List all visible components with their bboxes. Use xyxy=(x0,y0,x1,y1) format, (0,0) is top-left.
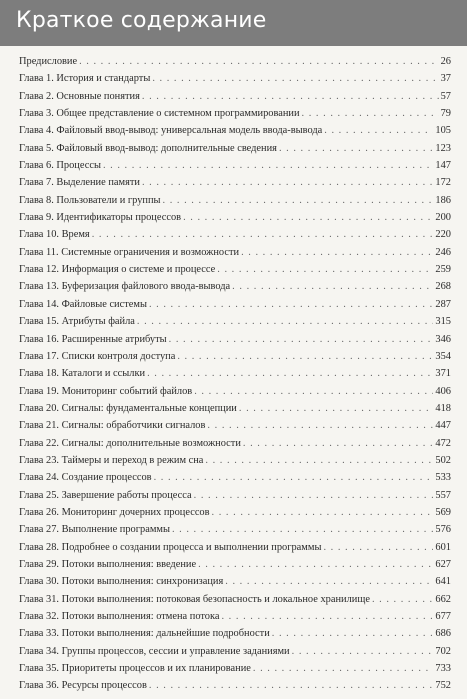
toc-entry[interactable] xyxy=(19,160,451,177)
toc-entry-title: Глава 18. Каталоги и ссылки xyxy=(19,368,146,380)
toc-entry-title: Глава 11. Системные ограничения и возможности xyxy=(19,246,240,258)
toc-entry[interactable] xyxy=(19,125,451,142)
toc-entry[interactable] xyxy=(19,438,451,455)
toc-entry[interactable] xyxy=(19,472,451,489)
toc-entry[interactable] xyxy=(19,559,451,576)
toc-entry[interactable] xyxy=(19,420,451,437)
toc-entry-title: Глава 15. Атрибуты файла xyxy=(19,316,135,328)
toc-entry-page-number: 105 xyxy=(435,125,451,137)
toc-entry-page-number: 406 xyxy=(435,385,451,397)
toc-entry-page-number: 447 xyxy=(435,420,451,432)
dot-leader xyxy=(302,108,439,119)
dot-leader xyxy=(172,524,433,535)
toc-entry[interactable] xyxy=(19,229,451,246)
dot-leader xyxy=(205,455,433,466)
toc-entry-page-number: 57 xyxy=(440,90,451,102)
toc-entry[interactable] xyxy=(19,507,451,524)
toc-entry-title: Глава 8. Пользователи и группы xyxy=(19,194,161,206)
toc-entry[interactable] xyxy=(19,646,451,663)
toc-entry[interactable] xyxy=(19,351,451,368)
toc-entry[interactable] xyxy=(19,247,451,264)
toc-entry-page-number: 26 xyxy=(440,56,451,67)
toc-entry[interactable] xyxy=(19,490,451,507)
toc-entry[interactable] xyxy=(19,143,451,160)
dot-leader xyxy=(163,195,434,206)
toc-entry-page-number: 641 xyxy=(435,576,451,588)
toc-entry[interactable] xyxy=(19,628,451,645)
toc-entry[interactable] xyxy=(19,56,451,73)
toc-entry[interactable] xyxy=(19,73,451,90)
toc-entry-title: Глава 17. Списки контроля доступа xyxy=(19,350,176,362)
toc-entry-page-number: 200 xyxy=(435,212,451,224)
toc-entry-page-number: 371 xyxy=(435,368,451,380)
dot-leader xyxy=(149,299,433,310)
toc-entry-page-number: 268 xyxy=(435,281,451,293)
toc-entry[interactable] xyxy=(19,281,451,298)
toc-entry-title: Глава 29. Потоки выполнения: введение xyxy=(19,558,197,570)
dot-leader xyxy=(142,177,433,188)
toc-entry[interactable] xyxy=(19,264,451,281)
toc-entry-page-number: 418 xyxy=(435,402,451,414)
toc-entry-page-number: 172 xyxy=(435,177,451,189)
dot-leader xyxy=(207,420,433,431)
toc-entry[interactable] xyxy=(19,334,451,351)
toc-entry-title: Глава 31. Потоки выполнения: потоковая безопасность и локальное хранилище xyxy=(19,593,370,605)
dot-leader xyxy=(103,160,433,171)
toc-entry-title: Глава 5. Файловый ввод-вывод: дополнительные сведения xyxy=(19,142,277,154)
dot-leader xyxy=(152,73,438,84)
toc-entry[interactable] xyxy=(19,594,451,611)
toc-entry-page-number: 686 xyxy=(435,628,451,640)
toc-entry-page-number: 79 xyxy=(440,108,451,120)
toc-entry-title: Глава 19. Мониторинг событий файлов xyxy=(19,385,193,397)
dot-leader xyxy=(169,334,434,345)
toc-entry-page-number: 37 xyxy=(440,73,451,85)
toc-entry-title: Глава 23. Таймеры и переход в режим сна xyxy=(19,454,204,466)
toc-entry-page-number: 569 xyxy=(435,506,451,518)
toc-entry-title: Глава 25. Завершение работы процесса xyxy=(19,489,192,501)
toc-entry-page-number: 472 xyxy=(435,437,451,449)
toc-entry-title: Глава 24. Создание процессов xyxy=(19,472,152,484)
toc-entry-title: Глава 32. Потоки выполнения: отмена потока xyxy=(19,611,220,622)
dot-leader xyxy=(137,316,434,327)
toc-entry-title: Глава 16. Расширенные атрибуты xyxy=(19,333,167,345)
toc-entry-title: Глава 1. История и стандарты xyxy=(19,73,151,85)
dot-leader xyxy=(79,56,439,67)
toc-entry[interactable] xyxy=(19,299,451,316)
dot-leader xyxy=(372,594,433,605)
dot-leader xyxy=(272,628,434,639)
toc-entry-title: Глава 3. Общее представление о системном программировании xyxy=(19,108,300,120)
toc-entry-title: Глава 10. Время xyxy=(19,229,90,241)
toc-entry-title: Глава 35. Приоритеты процессов и их планирование xyxy=(19,663,251,675)
toc-entry[interactable] xyxy=(19,680,451,697)
table-of-contents xyxy=(19,56,451,698)
toc-entry-title: Глава 7. Выделение памяти xyxy=(19,177,140,189)
dot-leader xyxy=(243,438,434,449)
toc-entry-title: Глава 30. Потоки выполнения: синхронизация xyxy=(19,576,224,588)
toc-entry[interactable] xyxy=(19,403,451,420)
toc-entry[interactable] xyxy=(19,195,451,212)
toc-entry-page-number: 576 xyxy=(435,524,451,536)
dot-leader xyxy=(253,663,434,674)
toc-entry-page-number: 601 xyxy=(435,541,451,553)
dot-leader xyxy=(217,264,433,275)
toc-entry-page-number: 246 xyxy=(435,246,451,258)
toc-entry-page-number: 354 xyxy=(435,350,451,362)
dot-leader xyxy=(198,559,433,570)
toc-entry[interactable] xyxy=(19,524,451,541)
dot-leader xyxy=(183,212,433,223)
toc-entry-page-number: 259 xyxy=(435,264,451,276)
toc-entry[interactable] xyxy=(19,576,451,593)
dot-leader xyxy=(232,281,433,292)
toc-entry-title: Глава 22. Сигналы: дополнительные возможности xyxy=(19,437,241,449)
dot-leader xyxy=(279,143,433,154)
dot-leader xyxy=(292,646,434,657)
toc-entry-title: Предисловие xyxy=(19,56,78,67)
toc-entry-page-number: 287 xyxy=(435,298,451,310)
toc-entry-title: Глава 27. Выполнение программы xyxy=(19,524,170,536)
toc-entry-page-number: 147 xyxy=(435,160,451,172)
toc-entry-title: Глава 20. Сигналы: фундаментальные концепции xyxy=(19,402,237,414)
dot-leader xyxy=(142,91,439,102)
toc-entry-page-number: 346 xyxy=(435,333,451,345)
dot-leader xyxy=(239,403,434,414)
dot-leader xyxy=(154,472,434,483)
toc-entry-page-number: 733 xyxy=(435,663,451,675)
toc-entry[interactable] xyxy=(19,368,451,385)
toc-entry-title: Глава 6. Процессы xyxy=(19,160,101,172)
toc-entry[interactable] xyxy=(19,455,451,472)
page-header xyxy=(0,0,467,46)
toc-entry-title: Глава 12. Информация о системе и процессе xyxy=(19,264,216,276)
toc-entry-page-number: 533 xyxy=(435,472,451,484)
toc-entry-title: Глава 2. Основные понятия xyxy=(19,90,140,102)
toc-entry[interactable] xyxy=(19,663,451,680)
toc-entry-title: Глава 21. Сигналы: обработчики сигналов xyxy=(19,420,206,432)
toc-entry-title: Глава 33. Потоки выполнения: дальнейшие подробности xyxy=(19,628,270,640)
toc-entry-title: Глава 14. Файловые системы xyxy=(19,298,147,310)
toc-entry[interactable] xyxy=(19,386,451,403)
toc-entry-page-number: 752 xyxy=(435,680,451,692)
dot-leader xyxy=(212,507,434,518)
toc-entry[interactable] xyxy=(19,542,451,559)
dot-leader xyxy=(92,229,434,240)
dot-leader xyxy=(241,247,433,258)
toc-entry[interactable] xyxy=(19,212,451,229)
dot-leader xyxy=(194,490,434,501)
toc-entry-title: Глава 36. Ресурсы процессов xyxy=(19,680,147,692)
toc-entry-page-number: 627 xyxy=(435,558,451,570)
dot-leader xyxy=(149,680,434,691)
toc-entry-title: Глава 9. Идентификаторы процессов xyxy=(19,212,182,224)
toc-entry[interactable] xyxy=(19,177,451,194)
toc-entry[interactable] xyxy=(19,91,451,108)
toc-entry-title: Глава 13. Буферизация файлового ввода-вывода xyxy=(19,281,231,293)
toc-entry-title: Глава 34. Группы процессов, сессии и управление заданиями xyxy=(19,645,290,657)
toc-entry[interactable] xyxy=(19,316,451,333)
dot-leader xyxy=(324,125,433,136)
toc-entry-title: Глава 26. Мониторинг дочерних процессов xyxy=(19,506,210,518)
toc-entry[interactable] xyxy=(19,611,451,628)
toc-entry-page-number: 315 xyxy=(435,316,451,328)
toc-entry-page-number: 677 xyxy=(435,611,451,622)
dot-leader xyxy=(225,576,433,587)
dot-leader xyxy=(177,351,433,362)
toc-entry-page-number: 557 xyxy=(435,489,451,501)
toc-entry-title: Глава 4. Файловый ввод-вывод: универсальная модель ввода-вывода xyxy=(19,125,323,137)
toc-entry-page-number: 186 xyxy=(435,194,451,206)
dot-leader xyxy=(147,368,433,379)
toc-entry-page-number: 220 xyxy=(435,229,451,241)
page-title: Краткое содержание xyxy=(16,8,267,33)
toc-entry-page-number: 662 xyxy=(435,593,451,605)
toc-entry-title: Глава 28. Подробнее о создании процесса и выполнении программы xyxy=(19,541,322,553)
toc-entry-page-number: 123 xyxy=(435,142,451,154)
toc-entry[interactable] xyxy=(19,108,451,125)
toc-entry-page-number: 502 xyxy=(435,454,451,466)
dot-leader xyxy=(194,386,433,397)
dot-leader xyxy=(221,611,433,622)
dot-leader xyxy=(323,542,433,553)
toc-entry-page-number: 702 xyxy=(435,645,451,657)
